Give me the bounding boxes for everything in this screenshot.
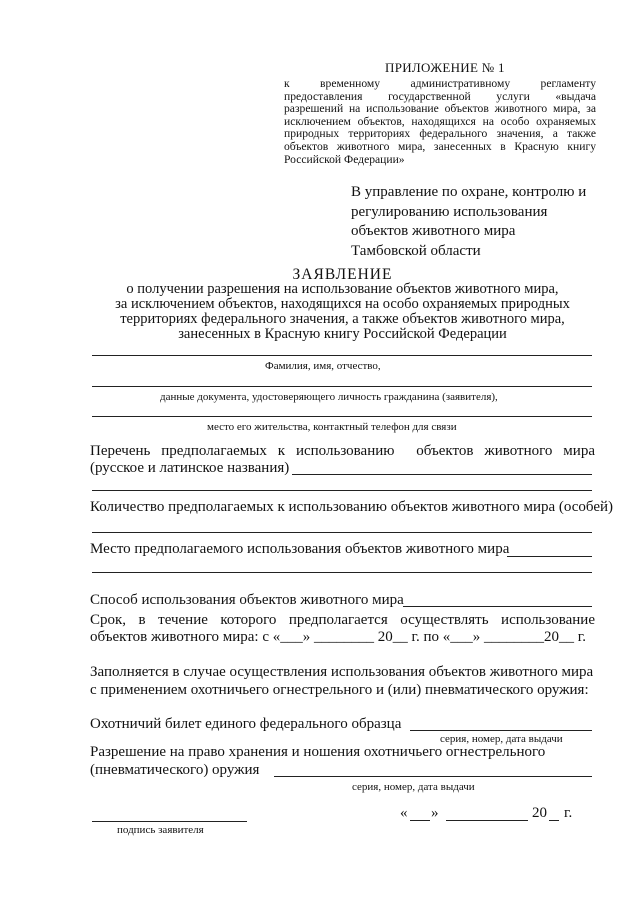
place-label: Место предполагаемого использования объектов животного мира (90, 541, 510, 557)
appendix-line: исключением объектов, находящихся на особо охраняемых (284, 115, 596, 128)
residence-caption: место его жительства, контактный телефон для связи (207, 421, 457, 433)
appendix-line: природных территориях федерального значения, а также (284, 128, 596, 141)
method-field-line[interactable] (403, 606, 592, 607)
appendix-line: разрешений на использование объектов животного мира, за (284, 103, 596, 116)
addressee-line: регулированию использования (351, 203, 548, 220)
date-day-field[interactable] (410, 820, 430, 821)
date-year-suffix: г. (564, 805, 573, 821)
document-title: ЗАЯВЛЕНИЕ (292, 266, 393, 283)
date-month-field[interactable] (446, 820, 528, 821)
hunting-ticket-caption: серия, номер, дата выдачи (440, 733, 563, 745)
appendix-line: к временному административному регламенту (284, 78, 596, 90)
hunting-ticket-label: Охотничий билет единого федерального образца (90, 716, 402, 732)
weapon-note-2: с применением охотничьего огнестрельного и (или) пневматического оружия: (90, 682, 589, 698)
quantity-field-line[interactable] (92, 532, 592, 533)
document-subtitle (0, 282, 640, 342)
weapon-permit-field-line[interactable] (274, 776, 592, 777)
date-year-field[interactable] (549, 820, 559, 821)
subtitle-line: занесенных в Красную книгу Российской Федерации (178, 326, 507, 342)
residence-field-line[interactable] (92, 416, 592, 417)
place-field-line-2[interactable] (92, 572, 592, 573)
appendix-line: Российской Федерации» (284, 152, 405, 166)
method-label: Способ использования объектов животного мира (90, 592, 404, 608)
quantity-label: Количество предполагаемых к использованию объектов животного мира (особей) (90, 499, 614, 515)
addressee-block (351, 183, 586, 261)
date-close-quote: » (431, 805, 439, 821)
appendix-text (284, 78, 596, 166)
document-caption: данные документа, удостоверяющего личность гражданина (заявителя), (160, 391, 498, 403)
weapon-permit-caption: серия, номер, дата выдачи (352, 781, 475, 793)
subtitle-line: за исключением объектов, находящихся на особо охраняемых природных (115, 296, 570, 312)
weapon-note: Заполняется в случае осуществления использования объектов животного мира (90, 664, 594, 680)
document-field-line[interactable] (92, 386, 592, 387)
subtitle-line: территориях федерального значения, а также объектов животного мира, (120, 311, 565, 327)
fio-caption: Фамилия, имя, отчество, (265, 360, 381, 372)
species-field-line-2[interactable] (92, 490, 592, 491)
term-label: Срок, в течение которого предполагается осуществлять использование (90, 612, 595, 628)
appendix-line: предоставления государственной услуги «выдача (284, 90, 596, 103)
addressee-line: Тамбовской области (351, 242, 481, 259)
term-dates[interactable]: объектов животного мира: с «___» ________ 20__ г. по «___» ________20__ г. (90, 629, 586, 645)
signature-caption: подпись заявителя (117, 824, 204, 836)
weapon-permit-label: Разрешение на право хранения и ношения охотничьего огнестрельного (90, 744, 546, 760)
species-label-names: (русское и латинское названия) (90, 460, 290, 476)
species-field-line[interactable] (292, 474, 592, 475)
addressee-line: В управление по охране, контролю и (351, 184, 587, 200)
hunting-ticket-field-line[interactable] (410, 730, 592, 731)
date-year-prefix: 20 (532, 805, 547, 821)
appendix-title: ПРИЛОЖЕНИЕ № 1 (385, 60, 505, 75)
date-open-quote: « (400, 805, 408, 821)
species-label: Перечень предполагаемых к использованию объектов животного мира (90, 443, 595, 459)
appendix-line: объектов животного мира, занесенных в Красную книгу (284, 140, 596, 153)
place-field-line[interactable] (507, 556, 592, 557)
signature-line[interactable] (92, 821, 247, 822)
subtitle-line: о получении разрешения на использование объектов животного мира, (126, 281, 559, 297)
fio-field-line[interactable] (92, 355, 592, 356)
addressee-line: объектов животного мира (351, 223, 516, 239)
weapon-permit-label-2: (пневматического) оружия (90, 762, 260, 778)
